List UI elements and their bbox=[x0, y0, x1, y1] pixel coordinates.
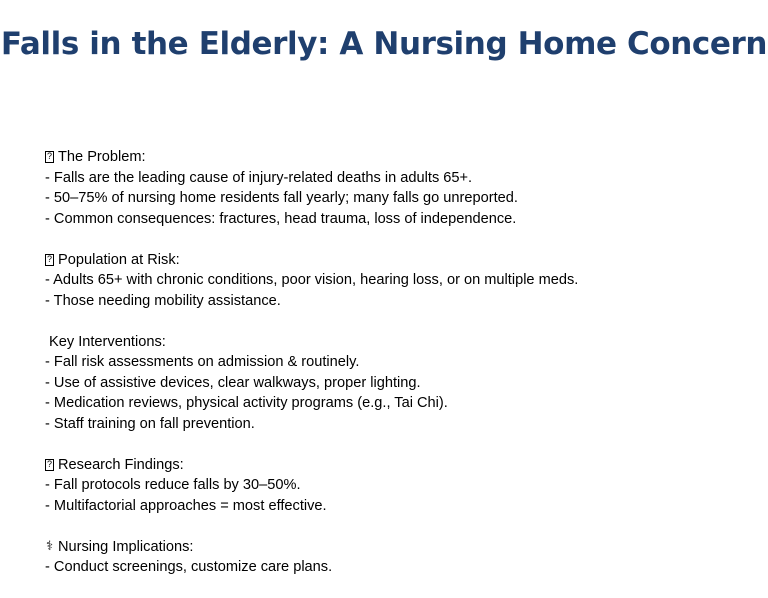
section-the-problem bbox=[45, 147, 745, 229]
caduceus-icon: ⚕ bbox=[45, 538, 54, 554]
section-nursing-implications bbox=[45, 537, 745, 578]
section-heading-text: Population at Risk: bbox=[58, 251, 180, 268]
section-heading-text: Key Interventions: bbox=[49, 333, 166, 350]
section-heading-text: Research Findings: bbox=[58, 456, 184, 473]
section-heading bbox=[45, 455, 745, 476]
section-heading bbox=[45, 537, 745, 558]
section-heading-text: Nursing Implications: bbox=[58, 538, 194, 555]
list-item: - Falls are the leading cause of injury-related deaths in adults 65+. bbox=[45, 169, 473, 186]
list-item: - Use of assistive devices, clear walkways, proper lighting. bbox=[45, 374, 421, 391]
section-key-interventions bbox=[45, 332, 745, 435]
list-item: - Those needing mobility assistance. bbox=[45, 292, 281, 309]
slide-body bbox=[45, 147, 745, 598]
list-item: - Common consequences: fractures, head trauma, loss of independence. bbox=[45, 210, 517, 227]
section-heading bbox=[45, 147, 745, 168]
section-population-at-risk bbox=[45, 250, 745, 312]
list-item: - 50–75% of nursing home residents fall yearly; many falls go unreported. bbox=[45, 190, 518, 206]
list-item: - Adults 65+ with chronic conditions, poor vision, hearing loss, or on multiple meds. bbox=[45, 272, 579, 288]
list-item: - Fall protocols reduce falls by 30–50%. bbox=[45, 477, 301, 493]
section-heading-text: The Problem: bbox=[58, 149, 146, 165]
missing-glyph-icon bbox=[45, 459, 54, 471]
section-heading bbox=[45, 250, 745, 271]
list-item: - Staff training on fall prevention. bbox=[45, 415, 255, 432]
missing-glyph-icon bbox=[45, 151, 54, 163]
list-item: - Fall risk assessments on admission & routinely. bbox=[45, 354, 360, 370]
missing-glyph-icon bbox=[45, 254, 54, 266]
section-research-findings bbox=[45, 455, 745, 517]
list-item: - Medication reviews, physical activity programs (e.g., Tai Chi). bbox=[45, 395, 448, 411]
list-item: - Multifactorial approaches = most effective. bbox=[45, 497, 327, 514]
section-heading bbox=[45, 332, 745, 353]
list-item: - Conduct screenings, customize care plans. bbox=[45, 559, 333, 575]
slide-title: Falls in the Elderly: A Nursing Home Concern bbox=[0, 26, 768, 62]
